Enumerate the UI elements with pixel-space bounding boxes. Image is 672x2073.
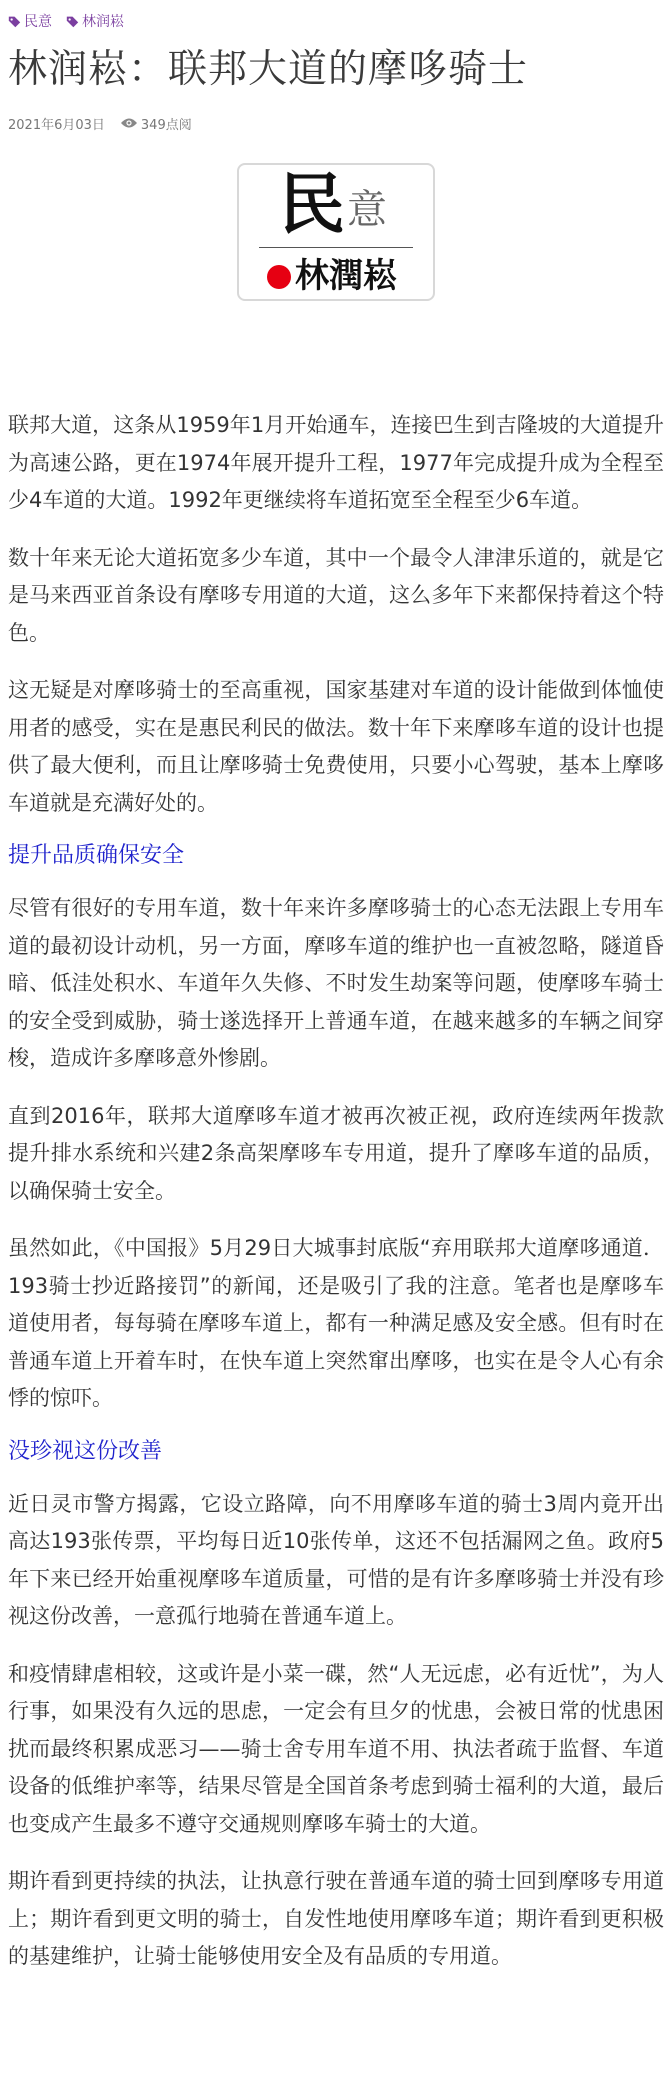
logo-big-char: 民 [279, 165, 345, 243]
paragraph: 和疫情肆虐相较，这或许是小菜一碟，然“人无远虑，必有近忧”，为人行事，如果没有久远的思虑，一定会有旦夕的忧患，会被日常的忧患困扰而最终积累成恶习——骑士舍专用车道不用、执法者疏于监督、车道设备的低维护率等，结果尽管是全国首条考虑到骑士福利的大道，最后也变成产生最多不遵守交通规则摩哆车骑士的大道。 [8, 1661, 664, 1836]
logo-red-dot [267, 265, 291, 289]
logo-divider [259, 247, 413, 248]
paragraph: 直到2016年，联邦大道摩哆车道才被再次被正视，政府连续两年拨款提升排水系统和兴建2条高架摩哆车专用道，提升了摩哆车道的品质，以确保骑士安全。 [8, 1103, 664, 1203]
paragraph: 虽然如此，《中国报》5月29日大城事封底版“弃用联邦大道摩哆通道．193骑士抄近路接罚”的新闻，还是吸引了我的注意。笔者也是摩哆车道使用者，每每骑在摩哆车道上，都有一种满足感及安全感。但有时在普通车道上开着车时，在快车道上突然窜出摩哆，也实在是令人心有余悸的惊吓。 [8, 1236, 664, 1410]
view-count [121, 114, 192, 133]
tag-minyi[interactable] [8, 11, 52, 31]
article-title: 林润崧：联邦大道的摩哆骑士 [8, 47, 529, 92]
publish-date: 2021年6月03日 [8, 117, 105, 133]
tag-label: 民意 [24, 14, 52, 30]
subheading: 提升品质确保安全 [8, 843, 185, 868]
logo-author-name: 林潤崧 [295, 256, 397, 296]
subheading: 没珍视这份改善 [8, 1438, 163, 1464]
paragraph: 联邦大道，这条从1959年1月开始通车，连接巴生到吉隆坡的大道提升为高速公路，更在1974年展开提升工程，1977年完成提升成为全程至少4车道的大道。1992年更继续将车道拓宽至全程至少6车道。 [8, 413, 664, 512]
tag-label: 林润崧 [82, 14, 124, 30]
tag-icon [8, 15, 21, 28]
column-logo [237, 163, 435, 301]
view-count-text: 349点阅 [140, 117, 192, 133]
tag-list [8, 0, 664, 32]
paragraph: 尽管有很好的专用车道，数十年来许多摩哆骑士的心态无法跟上专用车道的最初设计动机，另一方面，摩哆车道的维护也一直被忽略，隧道昏暗、低洼处积水、车道年久失修、不时发生劫案等问题，使摩哆车骑士的安全受到威胁，骑士遂选择开上普通车道，在越来越多的车辆之间穿梭，造成许多摩哆意外惨剧。 [8, 896, 664, 1070]
paragraph: 这无疑是对摩哆骑士的至高重视，国家基建对车道的设计能做到体恤使用者的感受，实在是惠民利民的做法。数十年下来摩哆车道的设计也提供了最大便利，而且让摩哆骑士免费使用，只要小心驾驶，基本上摩哆车道就是充满好处的。 [8, 678, 664, 815]
tag-author[interactable] [66, 11, 124, 31]
column-logo-wrap [8, 163, 664, 301]
paragraph: 期许看到更持续的执法，让执意行驶在普通车道的骑士回到摩哆专用道上；期许看到更文明的骑士，自发性地使用摩哆车道；期许看到更积极的基建维护，让骑士能够使用安全及有品质的专用道。 [8, 1869, 664, 1968]
eye-icon [121, 117, 137, 129]
article-body [8, 407, 664, 1976]
paragraph: 数十年来无论大道拓宽多少车道，其中一个最令人津津乐道的，就是它是马来西亚首条设有摩哆专用道的大道，这么多年下来都保持着这个特色。 [8, 545, 664, 645]
paragraph: 近日灵市警方揭露，它设立路障，向不用摩哆车道的骑士3周内竟开出高达193张传票，平均每日近10张传单，这还不包括漏网之鱼。政府5年下来已经开始重视摩哆车道质量，可惜的是有许多摩哆骑士并没有珍视这份改善，一意孤行地骑在普通车道上。 [8, 1491, 664, 1628]
logo-small-char: 意 [347, 187, 387, 233]
article-meta [8, 114, 664, 132]
tag-icon [66, 15, 79, 28]
